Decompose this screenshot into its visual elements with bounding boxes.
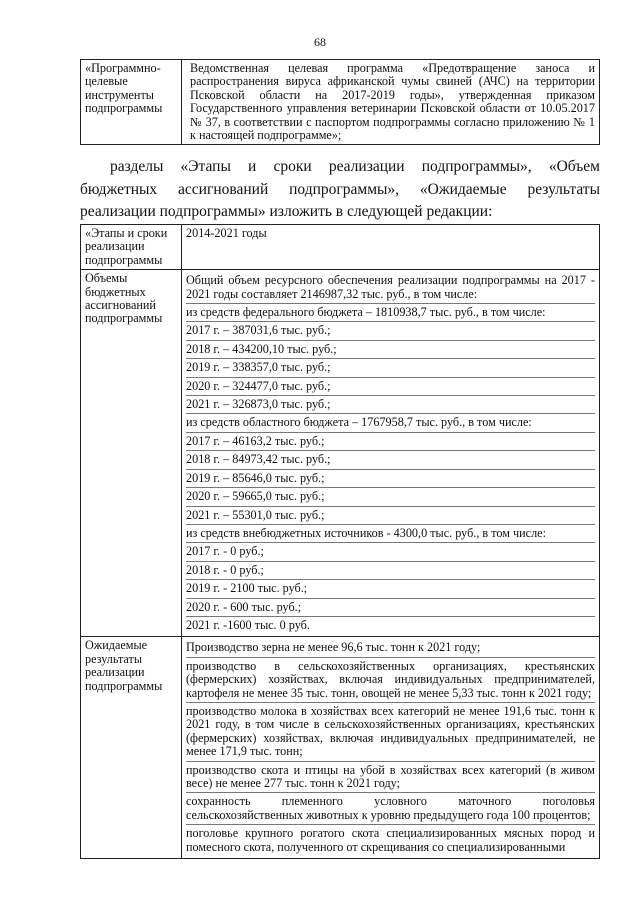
list-item: Общий объем ресурсного обеспечения реализации подпрограммы на 2017 - 2021 годы составляет 2146987,32 тыс. руб., в том числе: — [186, 272, 595, 304]
list-item: 2019 г. – 85646,0 тыс. руб.; — [186, 470, 595, 488]
table-row — [81, 270, 600, 637]
list-item: 2018 г. – 434200,10 тыс. руб.; — [186, 341, 595, 359]
row-label: «Этапы и сроки реализации подпрограммы — [81, 225, 182, 270]
list-item: из средств федерального бюджета – 1810938,7 тыс. руб., в том числе: — [186, 304, 595, 322]
list-item: производство скота и птицы на убой в хозяйствах всех категорий (в живом весе) не менее 277 тыс. тонн к 2021 году; — [186, 762, 595, 794]
results-cell — [182, 637, 600, 859]
list-item: 2017 г. - 0 руб.; — [186, 543, 595, 561]
table-row — [81, 60, 600, 145]
list-item: 2018 г. – 84973,42 тыс. руб.; — [186, 451, 595, 469]
list-item: 2017 г. – 387031,6 тыс. руб.; — [186, 322, 595, 340]
list-item: 2020 г. - 600 тыс. руб.; — [186, 599, 595, 617]
subprogram-passport-table — [80, 224, 600, 859]
list-item: производство молока в хозяйствах всех категорий не менее 191,6 тыс. тонн к 2021 году, в том числе в сельскохозяйственных организациях, крестьянских (фермерских) хозяйствах, включая индивидуальных предпринимателей, не менее 171,9 тыс. тонн; — [186, 703, 595, 762]
row-label: Ожидаемые результаты реализации подпрограммы — [81, 637, 182, 859]
list-item: производство в сельскохозяйственных организациях, крестьянских (фермерских) хозяйствах, включая индивидуальных предпринимателей, картофеля не менее 35 тыс. тонн, овощей не менее 5,33 тыс. тонн к 2021 году; — [186, 658, 595, 703]
list-item: сохранность племенного условного маточного поголовья сельскохозяйственных животных к уровню предыдущего года 100 процентов; — [186, 793, 595, 825]
list-item: 2021 г. – 326873,0 тыс. руб.; — [186, 396, 595, 414]
list-item: 2017 г. – 46163,2 тыс. руб.; — [186, 433, 595, 451]
list-item: Производство зерна не менее 96,6 тыс. тонн к 2021 году; — [186, 639, 595, 657]
list-item: 2020 г. – 59665,0 тыс. руб.; — [186, 488, 595, 506]
row-label: Объемы бюджетных ассигнований подпрограммы — [81, 270, 182, 637]
list-item: из средств областного бюджета – 1767958,7 тыс. руб., в том числе: — [186, 414, 595, 432]
funding-cell — [182, 270, 600, 637]
row-value: 2014-2021 годы — [182, 225, 600, 270]
list-item: 2020 г. – 324477,0 тыс. руб.; — [186, 378, 595, 396]
program-tools-table — [80, 59, 600, 145]
list-item: поголовье крупного рогатого скота специализированных мясных пород и помесного скота, полученного от скрещивания со специализированными — [186, 826, 595, 854]
row-label: «Программно-целевые инструменты подпрограммы — [81, 60, 182, 145]
list-item: 2019 г. - 2100 тыс. руб.; — [186, 580, 595, 598]
intro-paragraph: разделы «Этапы и сроки реализации подпрограммы», «Объем бюджетных ассигнований подпрограммы», «Ожидаемые результаты реализации подпрограммы» изложить в следующей редакции: — [80, 158, 600, 221]
list-item: 2018 г. - 0 руб.; — [186, 562, 595, 580]
page-number: 68 — [314, 35, 326, 49]
list-item: 2019 г. – 338357,0 тыс. руб.; — [186, 359, 595, 377]
list-item: 2021 г. – 55301,0 тыс. руб.; — [186, 507, 595, 525]
list-item: из средств внебюджетных источников - 4300,0 тыс. руб., в том числе: — [186, 525, 595, 543]
list-item: 2021 г. -1600 тыс. 0 руб. — [186, 617, 310, 632]
row-value: Ведомственная целевая программа «Предотвращение заноса и распространения вируса африканской чумы свиней (АЧС) на территории Псковской области на 2017-2019 годы», утвержденная приказом Государственного управления ветеринарии Псковской области от 10.05.2017 № 37, в соответствии с паспортом подпрограммы согласно приложению № 1 к настоящей подпрограмме»; — [182, 60, 600, 145]
table-row — [81, 225, 600, 270]
table-row — [81, 637, 600, 859]
